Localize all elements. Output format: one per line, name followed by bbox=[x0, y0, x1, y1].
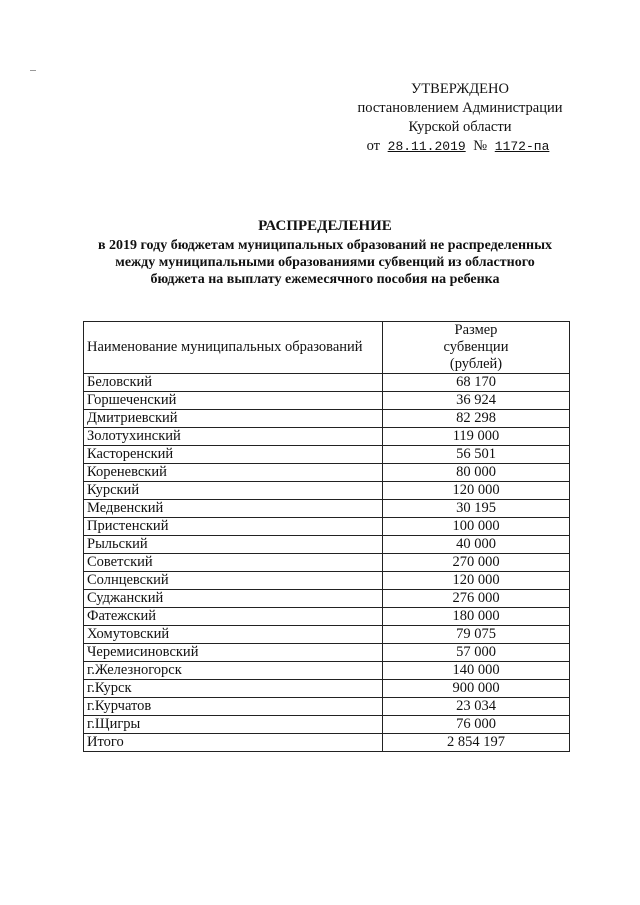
row-value: 30 195 bbox=[383, 500, 570, 518]
row-value: 36 924 bbox=[383, 392, 570, 410]
date-prefix: от bbox=[366, 138, 381, 154]
table-header-row bbox=[84, 322, 570, 374]
approval-date: 28.11.2019 bbox=[387, 139, 466, 154]
row-name: Дмитриевский bbox=[84, 410, 383, 428]
table-row bbox=[84, 392, 570, 410]
row-value: 82 298 bbox=[383, 410, 570, 428]
approval-region: Курской области bbox=[408, 119, 512, 135]
row-name: Горшеченский bbox=[84, 392, 383, 410]
table-row bbox=[84, 428, 570, 446]
header-value-line-3: (рублей) bbox=[449, 356, 503, 372]
row-name: г.Железногорск bbox=[84, 662, 383, 680]
total-label: Итого bbox=[84, 734, 383, 752]
table-row bbox=[84, 536, 570, 554]
row-name: Советский bbox=[84, 554, 383, 572]
table-row bbox=[84, 572, 570, 590]
table-row bbox=[84, 464, 570, 482]
approval-authority: постановлением Администрации bbox=[357, 100, 563, 116]
row-value: 68 170 bbox=[383, 374, 570, 392]
row-value: 79 075 bbox=[383, 626, 570, 644]
row-value: 40 000 bbox=[383, 536, 570, 554]
row-value: 180 000 bbox=[383, 608, 570, 626]
row-value: 140 000 bbox=[383, 662, 570, 680]
title-line-3: бюджета на выплату ежемесячного пособия на ребенка bbox=[150, 272, 500, 287]
header-value-line-2: субвенции bbox=[443, 339, 509, 355]
row-name: Рыльский bbox=[84, 536, 383, 554]
row-name: Пристенский bbox=[84, 518, 383, 536]
row-value: 57 000 bbox=[383, 644, 570, 662]
table-row bbox=[84, 518, 570, 536]
row-value: 120 000 bbox=[383, 482, 570, 500]
table-row bbox=[84, 626, 570, 644]
row-value: 100 000 bbox=[383, 518, 570, 536]
table-row bbox=[84, 662, 570, 680]
approval-date-line bbox=[330, 137, 590, 156]
table-row bbox=[84, 608, 570, 626]
table-row bbox=[84, 446, 570, 464]
row-name: г.Курск bbox=[84, 680, 383, 698]
table-row bbox=[84, 716, 570, 734]
total-value: 2 854 197 bbox=[383, 734, 570, 752]
table-row bbox=[84, 680, 570, 698]
table-row bbox=[84, 410, 570, 428]
document-title bbox=[80, 218, 570, 288]
approval-title: УТВЕРЖДЕНО bbox=[411, 81, 509, 97]
title-line-2: между муниципальными образованиями субвенций из областного bbox=[115, 255, 535, 270]
row-name: г.Курчатов bbox=[84, 698, 383, 716]
row-value: 900 000 bbox=[383, 680, 570, 698]
table-row bbox=[84, 500, 570, 518]
table-row bbox=[84, 590, 570, 608]
subvention-table bbox=[83, 321, 570, 752]
number-prefix: № bbox=[473, 138, 488, 154]
row-name: Касторенский bbox=[84, 446, 383, 464]
row-name: Кореневский bbox=[84, 464, 383, 482]
header-value bbox=[383, 322, 570, 374]
row-name: Черемисиновский bbox=[84, 644, 383, 662]
table-row bbox=[84, 554, 570, 572]
row-value: 276 000 bbox=[383, 590, 570, 608]
header-name: Наименование муниципальных образований bbox=[84, 322, 383, 374]
approval-number: 1172-па bbox=[494, 139, 550, 154]
row-name: Беловский bbox=[84, 374, 383, 392]
title-line-1: в 2019 году бюджетам муниципальных образований не распределенных bbox=[97, 238, 553, 253]
row-name: Золотухинский bbox=[84, 428, 383, 446]
total-row bbox=[84, 734, 570, 752]
table-row bbox=[84, 644, 570, 662]
row-name: Фатежский bbox=[84, 608, 383, 626]
row-name: Хомутовский bbox=[84, 626, 383, 644]
row-name: Суджанский bbox=[84, 590, 383, 608]
title-main: РАСПРЕДЕЛЕНИЕ bbox=[258, 218, 392, 234]
table-body bbox=[84, 374, 570, 752]
row-value: 119 000 bbox=[383, 428, 570, 446]
header-value-line-1: Размер bbox=[454, 322, 498, 338]
row-value: 76 000 bbox=[383, 716, 570, 734]
row-name: г.Щигры bbox=[84, 716, 383, 734]
approval-stamp bbox=[330, 80, 590, 156]
table-row bbox=[84, 698, 570, 716]
row-name: Медвенский bbox=[84, 500, 383, 518]
row-value: 56 501 bbox=[383, 446, 570, 464]
row-value: 270 000 bbox=[383, 554, 570, 572]
row-name: Курский bbox=[84, 482, 383, 500]
row-value: 80 000 bbox=[383, 464, 570, 482]
row-value: 120 000 bbox=[383, 572, 570, 590]
row-value: 23 034 bbox=[383, 698, 570, 716]
table-row bbox=[84, 374, 570, 392]
table-row bbox=[84, 482, 570, 500]
scan-mark bbox=[30, 70, 36, 71]
row-name: Солнцевский bbox=[84, 572, 383, 590]
